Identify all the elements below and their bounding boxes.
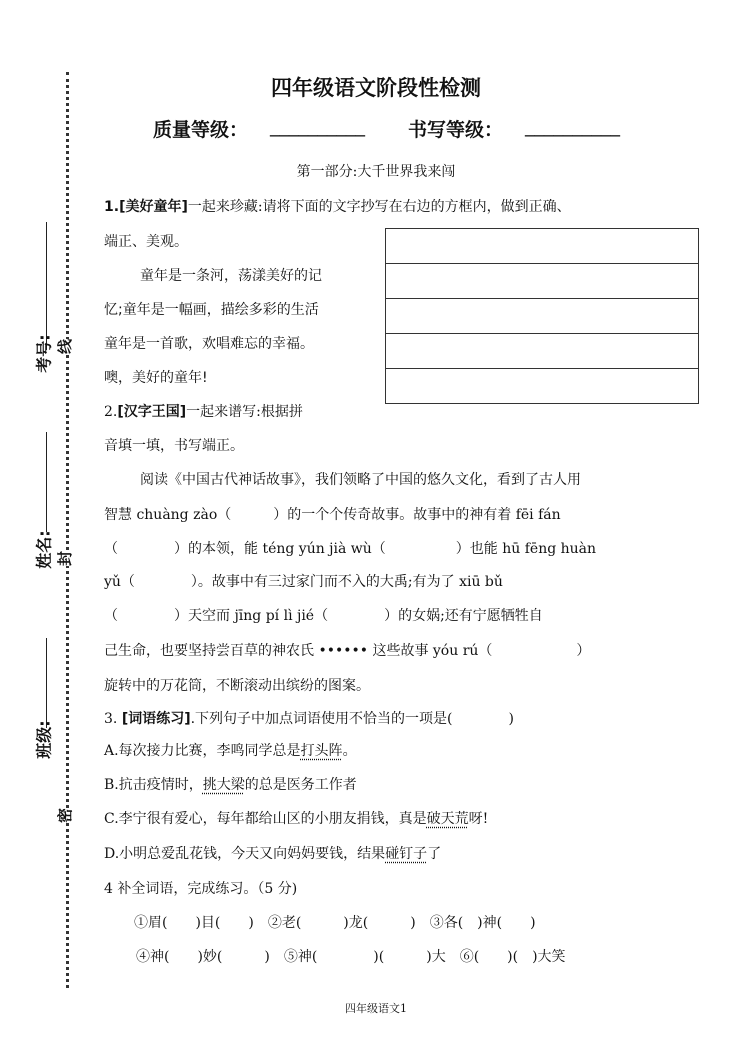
q3-option-c[interactable]	[104, 808, 488, 828]
q2-para-3: （ ）的本领，能 téng yún jià wù（ ）也能 hū fēng huàn	[104, 541, 597, 557]
q3-d-text: D.小明总爱乱花钱，今天又向妈妈要钱，结果	[104, 846, 386, 862]
poem-line-1: 童年是一条河，荡漾美好的记	[140, 268, 322, 284]
q3-option-a[interactable]	[104, 740, 357, 760]
quality-grade-blank: __________	[270, 115, 365, 137]
q4-row-1: ①眉( )目( ) ②老( )龙( ) ③各( )神( )	[134, 915, 536, 931]
q1-line1	[104, 196, 571, 216]
poem-line-3: 童年是一首歌，欢唱难忘的幸福。	[104, 336, 314, 352]
q2-para-2: 智慧 chuàng zào（ ）的一个个传奇故事。故事中的神有着 fēi fán	[104, 507, 561, 523]
kaohao-label: 考号:	[34, 334, 54, 373]
copy-row[interactable]	[386, 334, 698, 369]
q4-stem: 4 补全词语，完成练习。（5 分)	[104, 881, 298, 897]
q3-b-text: B.抗击疫情时，	[104, 777, 203, 793]
feng-char: 封	[56, 550, 75, 567]
q3-a-dotted-word: 打头阵	[300, 743, 343, 759]
q2-para-5: （ ）天空而 jīng pí lì jié（ ）的女娲;还有宁愿牺牲自	[104, 608, 543, 624]
q2-line2: 音填一填，书写端正。	[104, 438, 244, 454]
q3-d-dotted-word: 碰钉子	[385, 846, 428, 862]
page-footer: 四年级语文1	[345, 1002, 407, 1015]
q3-stem-text: .下列句子中加点词语使用不恰当的一项是( )	[190, 711, 514, 727]
q2-para-7: 旋转中的万花筒，不断滚动出缤纷的图案。	[104, 678, 370, 694]
q3-a-text: A.每次接力比赛，李鸣同学总是	[104, 743, 301, 759]
quality-grade-label: 质量等级：	[153, 119, 249, 141]
xingming-label: 姓名:	[34, 530, 54, 569]
poem-line-4: 噢，美好的童年!	[104, 370, 208, 386]
mi-char: 密	[56, 807, 75, 824]
q3-c-text: C.李宁很有爱心，每年都给山区的小朋友捐钱，真是	[104, 811, 427, 827]
q2-num: 2.	[104, 404, 118, 420]
q3-c-dotted-word: 破天荒	[426, 811, 469, 827]
q2-para-4: yǔ（ ）。故事中有三过家门而不入的大禹;有为了 xiū bǔ	[104, 574, 503, 590]
binding-dotted-line	[66, 72, 69, 988]
copy-row[interactable]	[386, 369, 698, 403]
q3-num: 3.	[104, 711, 118, 727]
q2-para-6: 己生命，也要坚持尝百草的神农氏 •••••• 这些故事 yóu rú（ ）	[104, 643, 591, 659]
q3-d-end: 了	[427, 846, 442, 862]
q3-c-end: 呀!	[468, 811, 489, 827]
writing-grade-blank: __________	[525, 115, 620, 137]
q2-line1	[104, 401, 303, 421]
xingming-underline	[46, 432, 47, 532]
q3-b-dotted-word: 挑大梁	[202, 777, 245, 793]
q3-option-d[interactable]	[104, 843, 441, 863]
q3-tag: [词语练习]	[121, 711, 191, 727]
copy-row[interactable]	[386, 229, 698, 264]
xian-char: 线	[56, 338, 75, 355]
q3-a-end: 。	[342, 743, 357, 759]
poem-line-2: 忆;童年是一幅画，描绘多彩的生活	[104, 302, 319, 318]
q1-num: 1.	[104, 199, 120, 215]
q1-text1: 一起来珍藏:请将下面的文字抄写在右边的方框内，做到正确、	[187, 199, 571, 215]
q3-stem	[104, 708, 514, 728]
copy-row[interactable]	[386, 299, 698, 334]
copy-writing-box[interactable]	[385, 228, 699, 404]
q3-b-end: 的总是医务工作者	[244, 777, 357, 793]
q2-text1: 一起来谱写:根据拼	[186, 404, 303, 420]
q3-option-b[interactable]	[104, 774, 357, 794]
q1-tag: [美好童年]	[119, 199, 188, 215]
q2-para-1: 阅读《中国古代神话故事》，我们领略了中国的悠久文化，看到了古人用	[140, 472, 581, 488]
kaohao-underline	[46, 222, 47, 350]
part-heading: 第一部分:大千世界我来闯	[296, 164, 456, 180]
q1-line2: 端正、美观。	[104, 234, 188, 250]
q2-tag: [汉字王国]	[117, 404, 187, 420]
banji-label: 班级:	[34, 720, 54, 759]
q4-row-2: ④神( )妙( ) ⑤神( )( )大 ⑥( )( )大笑	[136, 949, 566, 965]
copy-row[interactable]	[386, 264, 698, 299]
banji-underline	[46, 638, 47, 728]
writing-grade-label: 书写等级：	[408, 119, 504, 141]
page-title: 四年级语文阶段性检测	[271, 76, 481, 100]
